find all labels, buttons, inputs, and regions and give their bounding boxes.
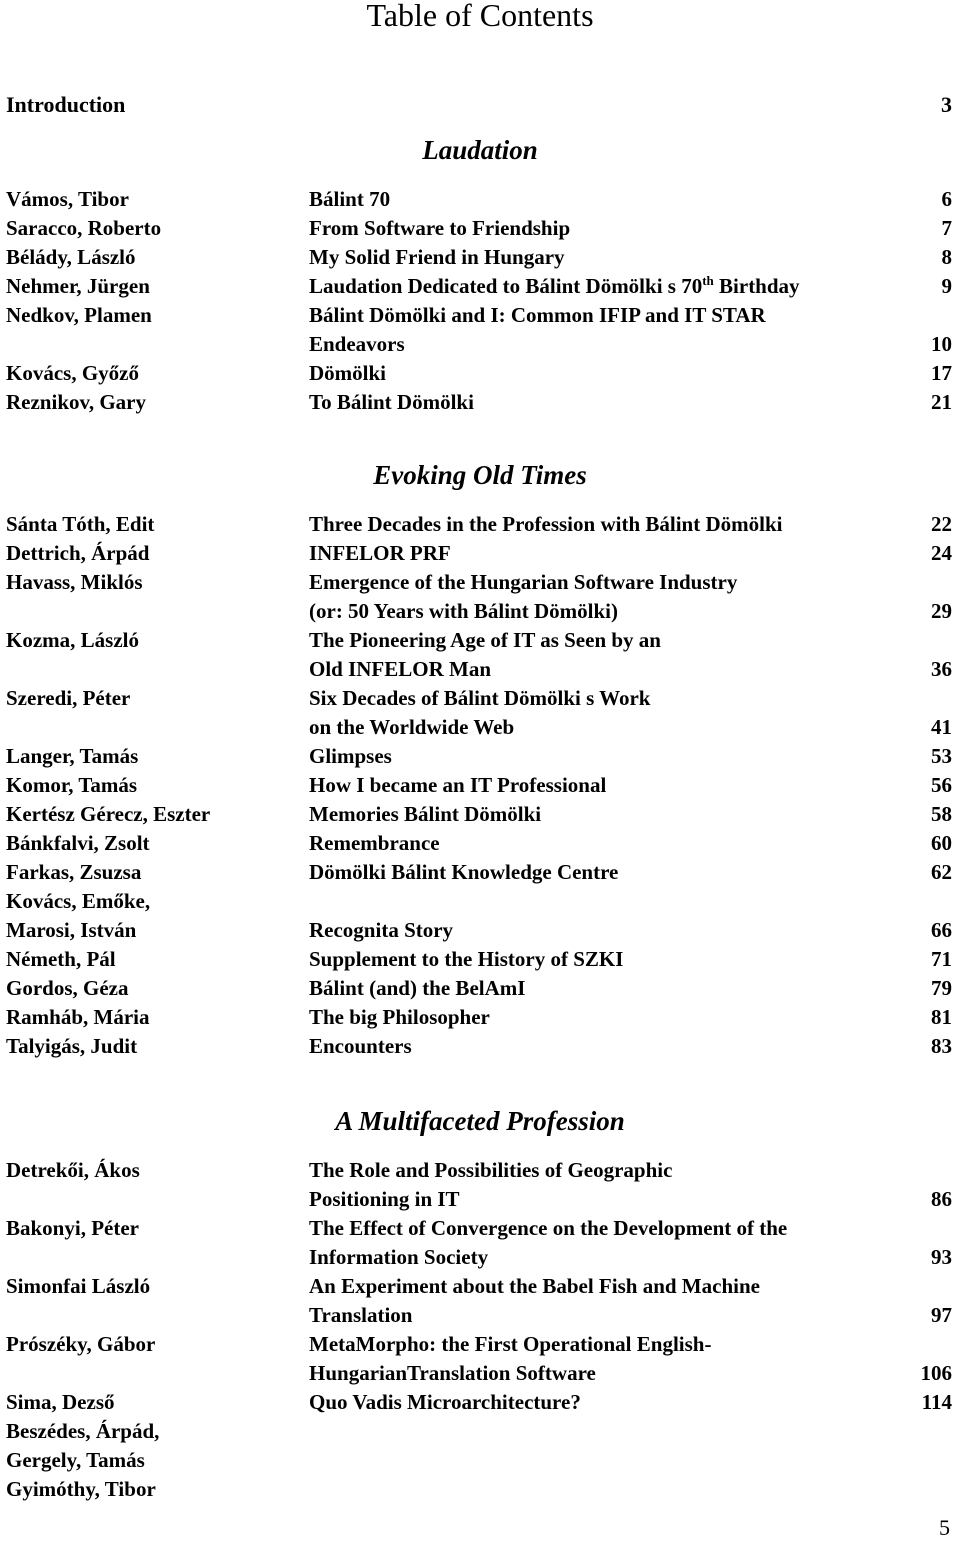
toc-entry bbox=[0, 742, 960, 771]
entry-author: Kozma, László bbox=[6, 628, 139, 652]
entry-page: 79 bbox=[931, 976, 952, 1000]
entry-page: 9 bbox=[941, 274, 952, 298]
toc-entry bbox=[0, 510, 960, 539]
toc-entry bbox=[0, 1446, 960, 1475]
entry-author: Reznikov, Gary bbox=[6, 390, 146, 414]
toc-entry bbox=[0, 185, 960, 214]
entry-page: 22 bbox=[931, 512, 952, 536]
entry-page: 97 bbox=[931, 1303, 952, 1327]
page-title: Table of Contents bbox=[366, 0, 594, 33]
entry-title: Recognita Story bbox=[309, 918, 454, 942]
entry-page: 24 bbox=[931, 541, 952, 565]
entry-author: Marosi, István bbox=[6, 918, 137, 942]
toc-entry bbox=[0, 771, 960, 800]
section-laudation bbox=[0, 131, 960, 417]
entry-page: 6 bbox=[941, 187, 952, 211]
entry-page: 60 bbox=[931, 831, 952, 855]
toc-entry bbox=[0, 1388, 960, 1417]
entry-author: Farkas, Zsuzsa bbox=[6, 860, 142, 884]
entry-author: Sima, Dezső bbox=[6, 1390, 115, 1414]
toc-entry bbox=[0, 330, 960, 359]
toc-entry bbox=[0, 1032, 960, 1061]
entry-page: 53 bbox=[931, 744, 952, 768]
entry-page: 71 bbox=[931, 947, 952, 971]
entry-author: Gyimóthy, Tibor bbox=[6, 1477, 156, 1501]
entry-title: Endeavors bbox=[309, 332, 405, 356]
toc-entry bbox=[0, 214, 960, 243]
entry-author: Gordos, Géza bbox=[6, 976, 129, 1000]
entry-title: Three Decades in the Profession with Bálint Dömölki bbox=[309, 512, 783, 536]
entry-author: Komor, Tamás bbox=[6, 773, 138, 797]
entry-author: Talyigás, Judit bbox=[6, 1034, 138, 1058]
toc-entry bbox=[0, 1301, 960, 1330]
entry-page: 3 bbox=[941, 92, 952, 117]
toc-entry bbox=[0, 272, 960, 301]
entry-title: How I became an IT Professional bbox=[309, 773, 607, 797]
toc-entry bbox=[0, 1417, 960, 1446]
toc-entry bbox=[0, 243, 960, 272]
toc-entry-introduction bbox=[6, 90, 952, 120]
toc-entry bbox=[0, 887, 960, 916]
toc-entry bbox=[0, 974, 960, 1003]
entry-title: The Role and Possibilities of Geographic bbox=[309, 1158, 673, 1182]
toc-entry bbox=[0, 359, 960, 388]
entry-page: 7 bbox=[941, 216, 952, 240]
entry-title: The big Philosopher bbox=[309, 1005, 490, 1029]
entry-page: 81 bbox=[931, 1005, 952, 1029]
entry-title: Memories Bálint Dömölki bbox=[309, 802, 542, 826]
toc-entry bbox=[0, 626, 960, 655]
entry-page: 41 bbox=[931, 715, 952, 739]
toc-entry bbox=[0, 829, 960, 858]
entry-page: 10 bbox=[931, 332, 952, 356]
entry-title: My Solid Friend in Hungary bbox=[309, 245, 565, 269]
entry-page: 8 bbox=[941, 245, 952, 269]
toc-entry bbox=[0, 1330, 960, 1359]
entry-title: (or: 50 Years with Bálint Dömölki) bbox=[309, 599, 618, 623]
entry-title: An Experiment about the Babel Fish and Machine bbox=[309, 1274, 760, 1298]
entry-author: Ramháb, Mária bbox=[6, 1005, 150, 1029]
entry-author: Nedkov, Plamen bbox=[6, 303, 152, 327]
entry-title: The Pioneering Age of IT as Seen by an bbox=[309, 628, 661, 652]
section-entries bbox=[0, 1156, 960, 1504]
entry-author: Nehmer, Jürgen bbox=[6, 274, 150, 298]
entry-page: 36 bbox=[931, 657, 952, 681]
toc-entry bbox=[0, 1185, 960, 1214]
entry-author: Saracco, Roberto bbox=[6, 216, 162, 240]
toc-entry bbox=[0, 1272, 960, 1301]
toc-entry bbox=[0, 1243, 960, 1272]
entry-title: Dömölki Bálint Knowledge Centre bbox=[309, 860, 619, 884]
entry-title: To Bálint Dömölki bbox=[309, 390, 474, 414]
entry-page: 93 bbox=[931, 1245, 952, 1269]
entry-title: Supplement to the History of SZKI bbox=[309, 947, 624, 971]
entry-page: 58 bbox=[931, 802, 952, 826]
entry-author: Simonfai László bbox=[6, 1274, 151, 1298]
toc-entry bbox=[0, 655, 960, 684]
entry-title: Old INFELOR Man bbox=[309, 657, 492, 681]
entry-title: Remembrance bbox=[309, 831, 440, 855]
section-evoking-old-times bbox=[0, 456, 960, 1061]
entry-author: Kertész Gérecz, Eszter bbox=[6, 802, 211, 826]
entry-author: Bakonyi, Péter bbox=[6, 1216, 139, 1240]
entry-page: 17 bbox=[931, 361, 952, 385]
entry-page: 56 bbox=[931, 773, 952, 797]
entry-page: 62 bbox=[931, 860, 952, 884]
entry-author: Sánta Tóth, Edit bbox=[6, 512, 155, 536]
entry-title: Quo Vadis Microarchitecture? bbox=[309, 1390, 581, 1414]
entry-page: 83 bbox=[931, 1034, 952, 1058]
toc-entry bbox=[0, 1359, 960, 1388]
entry-title: Encounters bbox=[309, 1034, 412, 1058]
entry-page: 106 bbox=[920, 1361, 952, 1385]
entry-author: Prószéky, Gábor bbox=[6, 1332, 156, 1356]
entry-author: Kovács, Emőke, bbox=[6, 889, 151, 913]
entry-title bbox=[309, 272, 909, 301]
entry-title: on the Worldwide Web bbox=[309, 715, 515, 739]
entry-title: HungarianTranslation Software bbox=[309, 1361, 596, 1385]
entry-title: MetaMorpho: the First Operational English- bbox=[309, 1332, 712, 1356]
toc-entry bbox=[0, 1156, 960, 1185]
section-heading: Evoking Old Times bbox=[373, 460, 587, 490]
toc-entry bbox=[0, 858, 960, 887]
entry-author: Dettrich, Árpád bbox=[6, 541, 150, 565]
page-number: 5 bbox=[939, 1515, 950, 1540]
section-entries bbox=[0, 510, 960, 1061]
entry-page: 86 bbox=[931, 1187, 952, 1211]
section-multifaceted-profession bbox=[0, 1102, 960, 1504]
entry-title: Bálint Dömölki and I: Common IFIP and IT STAR bbox=[309, 303, 766, 327]
entry-title: The Effect of Convergence on the Development of the bbox=[309, 1216, 788, 1240]
entry-title: Introduction bbox=[6, 92, 126, 117]
entry-author: Langer, Tamás bbox=[6, 744, 139, 768]
entry-title: Translation bbox=[309, 1303, 413, 1327]
toc-entry bbox=[0, 800, 960, 829]
toc-entry bbox=[0, 388, 960, 417]
entry-title-text: Laudation Dedicated to Bálint Dömölki s 70 bbox=[309, 274, 703, 298]
entry-page: 29 bbox=[931, 599, 952, 623]
entry-author: Detrekői, Ákos bbox=[6, 1158, 140, 1182]
toc-entry bbox=[0, 568, 960, 597]
section-heading: Laudation bbox=[422, 135, 538, 165]
entry-title: From Software to Friendship bbox=[309, 216, 571, 240]
entry-title: Emergence of the Hungarian Software Industry bbox=[309, 570, 738, 594]
entry-page: 114 bbox=[921, 1390, 952, 1414]
entry-title: Dömölki bbox=[309, 361, 387, 385]
toc-entry bbox=[0, 539, 960, 568]
section-heading: A Multifaceted Profession bbox=[335, 1106, 625, 1136]
entry-author: Havass, Miklós bbox=[6, 570, 143, 594]
toc-entry bbox=[0, 597, 960, 626]
entry-author: Szeredi, Péter bbox=[6, 686, 131, 710]
entry-author: Gergely, Tamás bbox=[6, 1448, 145, 1472]
toc-entry bbox=[0, 1475, 960, 1504]
entry-title: Six Decades of Bálint Dömölki s Work bbox=[309, 686, 651, 710]
toc-entry bbox=[0, 1003, 960, 1032]
toc-entry bbox=[0, 684, 960, 713]
entry-author: Beszédes, Árpád, bbox=[6, 1419, 160, 1443]
toc-entry bbox=[0, 945, 960, 974]
toc-entry bbox=[0, 1214, 960, 1243]
entry-title: Bálint (and) the BelAmI bbox=[309, 976, 526, 1000]
entry-author: Kovács, Győző bbox=[6, 361, 139, 385]
entry-author: Bánkfalvi, Zsolt bbox=[6, 831, 150, 855]
entry-page: 21 bbox=[931, 390, 952, 414]
entry-title-tail: Birthday bbox=[713, 274, 800, 298]
entry-title: INFELOR PRF bbox=[309, 541, 451, 565]
toc-entry bbox=[0, 301, 960, 330]
entry-title: Information Society bbox=[309, 1245, 489, 1269]
entry-author: Vámos, Tibor bbox=[6, 187, 129, 211]
entry-author: Bélády, László bbox=[6, 245, 136, 269]
entry-page: 66 bbox=[931, 918, 952, 942]
toc-entry bbox=[0, 713, 960, 742]
entry-title: Glimpses bbox=[309, 744, 392, 768]
entry-title-superscript: th bbox=[702, 273, 714, 288]
toc-entry bbox=[0, 916, 960, 945]
entry-title: Positioning in IT bbox=[309, 1187, 460, 1211]
section-entries bbox=[0, 185, 960, 417]
entry-title: Bálint 70 bbox=[309, 187, 391, 211]
entry-author: Németh, Pál bbox=[6, 947, 116, 971]
